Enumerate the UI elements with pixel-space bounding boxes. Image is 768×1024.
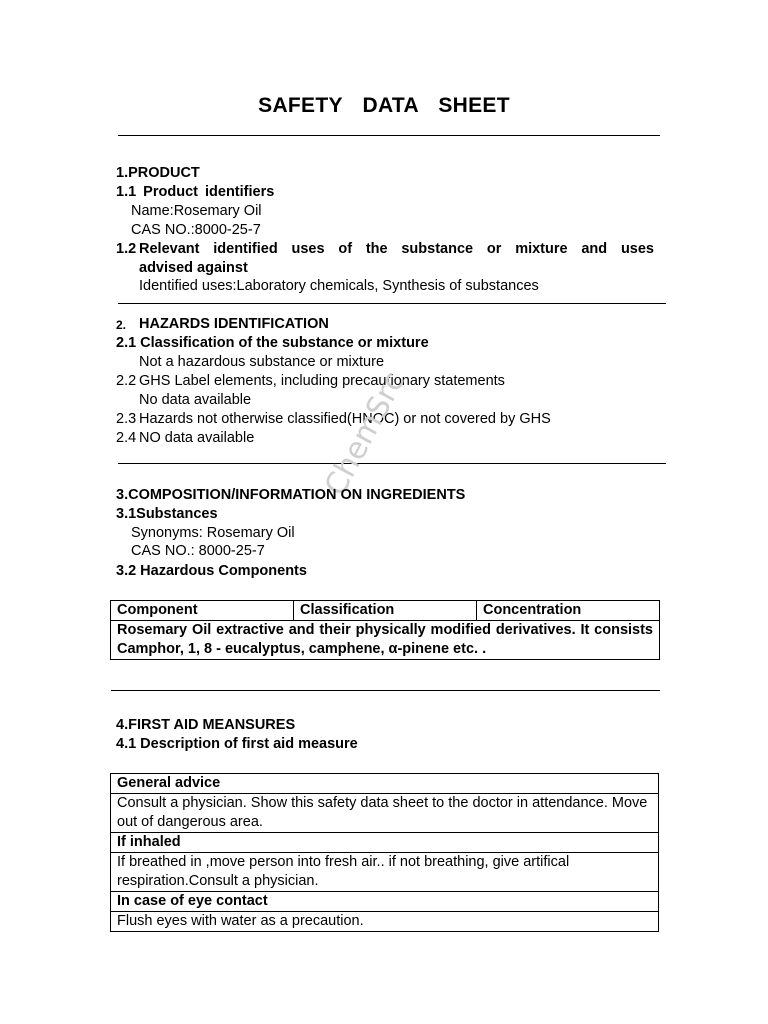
section-2-heading: HAZARDS IDENTIFICATION <box>139 316 329 332</box>
title-divider <box>118 135 660 136</box>
section-1-2-heading-cont: advised against <box>139 260 248 276</box>
section-3-2-heading: 3.2 Hazardous Components <box>116 563 307 579</box>
section-2-4-heading: NO data available <box>139 430 255 446</box>
label-elements-value: No data available <box>139 392 252 408</box>
section-2-3-number: 2.3 <box>116 411 137 427</box>
general-advice-text: Consult a physician. Show this safety data sheet to the doctor in attendance. Move out of dangerous area. <box>111 794 659 833</box>
classification-value: Not a hazardous substance or mixture <box>139 354 385 370</box>
section-1-heading: 1.PRODUCT <box>116 165 200 181</box>
section-1-1-heading: 1.1 Product identifiers <box>116 184 275 200</box>
inhaled-label: If inhaled <box>111 833 659 853</box>
section-1-divider <box>118 303 666 304</box>
synonyms: Synonyms: Rosemary Oil <box>131 525 295 541</box>
watermark-text: ChemSrc <box>318 365 413 502</box>
section-2-number: 2. <box>116 318 127 332</box>
section-3-heading: 3.COMPOSITION/INFORMATION ON INGREDIENTS <box>116 487 466 503</box>
inhaled-text: If breathed in ,move person into fresh air.. if not breathing, give artifical respiration.Consult a physician. <box>111 853 659 892</box>
product-cas: CAS NO.:8000-25-7 <box>131 222 261 238</box>
table-row <box>111 833 659 853</box>
header-component: Component <box>111 601 294 621</box>
table-row <box>111 794 659 833</box>
eye-contact-text: Flush eyes with water as a precaution. <box>111 912 659 932</box>
eye-contact-label: In case of eye contact <box>111 892 659 912</box>
section-4-heading: 4.FIRST AID MEANSURES <box>116 717 296 733</box>
table-row <box>111 621 660 660</box>
section-2-3-heading: Hazards not otherwise classified(HNOC) or not covered by GHS <box>139 411 551 427</box>
table-row <box>111 774 659 794</box>
section-1-2-number: 1.2 <box>116 241 137 257</box>
table-row <box>111 892 659 912</box>
substance-cas: CAS NO.: 8000-25-7 <box>131 543 265 559</box>
hazardous-components-table <box>110 600 660 660</box>
section-1-2-heading: Relevant identified uses of the substance or mixture and uses <box>139 241 654 257</box>
general-advice-label: General advice <box>111 774 659 794</box>
identified-uses: Identified uses:Laboratory chemicals, Synthesis of substances <box>139 278 539 294</box>
first-aid-table <box>110 773 659 932</box>
table-header-row <box>111 601 660 621</box>
table-row <box>111 912 659 932</box>
section-3-1-heading: 3.1Substances <box>116 506 218 522</box>
component-description: Rosemary Oil extractive and their physically modified derivatives. It consists Camphor, 1, 8 - eucalyptus, camphene, α-pinene etc. . <box>111 621 660 660</box>
header-classification: Classification <box>294 601 477 621</box>
section-4-1-heading: 4.1 Description of first aid measure <box>116 736 358 752</box>
section-2-2-heading: GHS Label elements, including precautionary statements <box>139 373 505 389</box>
table-row <box>111 853 659 892</box>
header-concentration: Concentration <box>477 601 660 621</box>
section-2-1-heading: 2.1 Classification of the substance or mixture <box>116 335 429 351</box>
document-title: SAFETY DATA SHEET <box>258 94 510 117</box>
section-2-4-number: 2.4 <box>116 430 137 446</box>
section-2-divider <box>118 463 666 464</box>
section-2-2-number: 2.2 <box>116 373 137 389</box>
product-name: Name:Rosemary Oil <box>131 203 262 219</box>
section-3-divider <box>111 690 660 691</box>
